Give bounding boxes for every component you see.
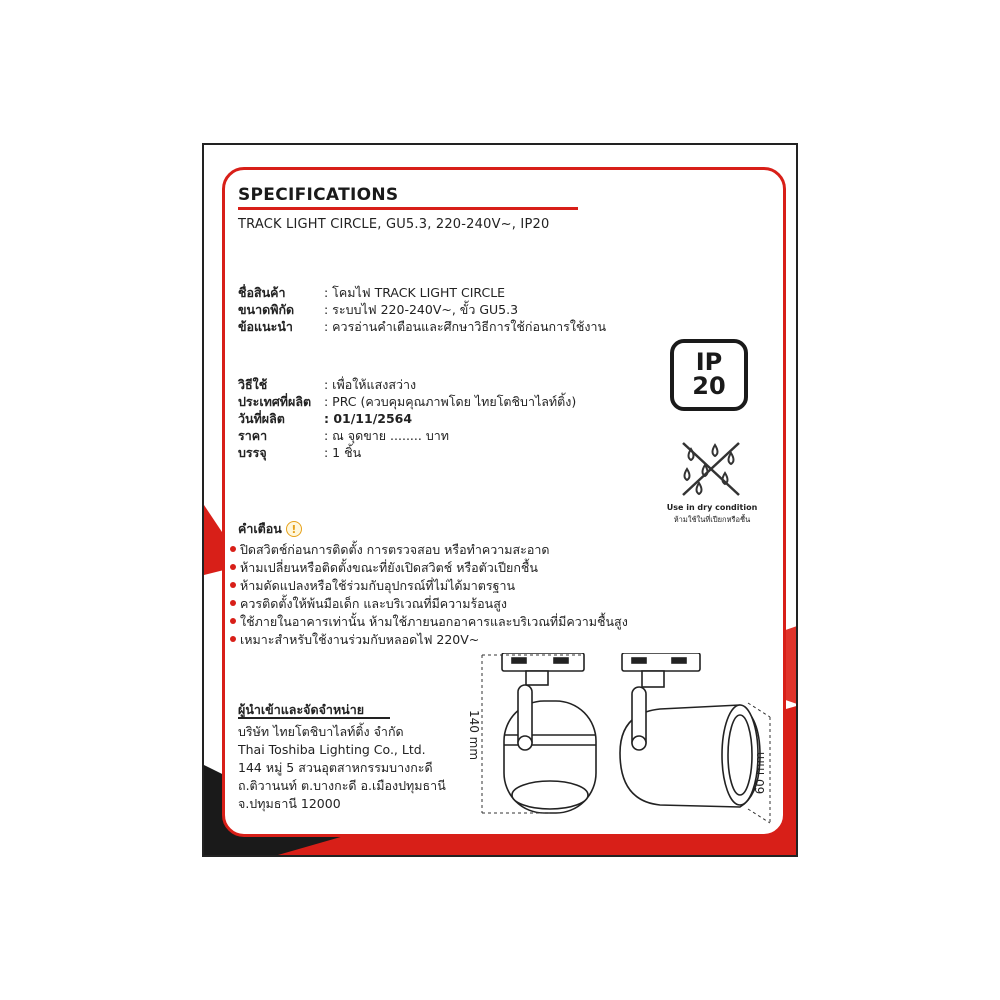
list-item [230, 595, 628, 613]
bullet-icon [230, 564, 236, 570]
info-row [238, 376, 576, 393]
list-item [230, 577, 628, 595]
info-row [238, 301, 606, 318]
info-value: : โคมไฟ TRACK LIGHT CIRCLE [324, 285, 506, 300]
product-info-table [238, 284, 606, 335]
info-value: : ณ จุดขาย ........ บาท [324, 428, 450, 443]
info-label: บรรจุ [238, 445, 267, 460]
bullet-icon [230, 582, 236, 588]
warning-text: ใช้ภายในอาคารเท่านั้น ห้ามใช้ภายนอกอาคารและบริเวณที่มีความชื้นสูง [240, 614, 628, 629]
info-label: วิธีใช้ [238, 377, 268, 392]
dry-condition-caption-thai: ห้ามใช้ในที่เปียกหรือชื้น [673, 515, 751, 524]
height-dimension-label: 140 mm [467, 709, 481, 761]
list-item [230, 559, 628, 577]
info-value: : เพื่อให้แสงสว่าง [324, 377, 417, 392]
info-value: : 01/11/2564 [324, 411, 413, 426]
bullet-icon [230, 600, 236, 606]
importer-underline [238, 717, 390, 719]
info-row [238, 444, 576, 461]
info-label: ชื่อสินค้า [238, 285, 286, 300]
importer-line: Thai Toshiba Lighting Co., Ltd. [238, 742, 426, 757]
info-label: ข้อแนะนำ [238, 319, 293, 334]
usage-info-table [238, 376, 576, 461]
ip-number: 20 [692, 372, 726, 400]
warning-text: ห้ามดัดแปลงหรือใช้ร่วมกับอุปกรณ์ที่ไม่ได้มาตรฐาน [240, 578, 516, 593]
importer-line: จ.ปทุมธานี 12000 [238, 796, 341, 811]
bullet-icon [230, 618, 236, 624]
info-row [238, 318, 606, 335]
info-row [238, 410, 576, 427]
info-value: : ควรอ่านคำเตือนและศึกษาวิธีการใช้ก่อนการใช้งาน [324, 319, 607, 334]
warning-text: ควรติดตั้งให้พ้นมือเด็ก และบริเวณที่มีความร้อนสูง [240, 596, 507, 611]
warning-text: เหมาะสำหรับใช้งานร่วมกับหลอดไฟ 220V~ [240, 632, 480, 647]
warning-text: ปิดสวิตช์ก่อนการติดตั้ง การตรวจสอบ หรือทำความสะอาด [240, 542, 550, 557]
warnings-heading-label: คำเตือน [238, 521, 282, 536]
ip-label: IP [695, 348, 723, 376]
info-row [238, 427, 576, 444]
info-label: วันที่ผลิต [238, 411, 285, 426]
importer-line: ถ.ติวานนท์ ต.บางกะดี อ.เมืองปทุมธานี [238, 778, 446, 793]
list-item [230, 541, 628, 559]
diameter-dimension-label: 60 mm [753, 751, 767, 795]
info-label: ประเทศที่ผลิต [238, 394, 312, 409]
product-dimension-drawing [452, 653, 782, 833]
page-title: SPECIFICATIONS [238, 185, 399, 205]
spec-sheet [202, 143, 798, 857]
info-value: : PRC (ควบคุมคุณภาพโดย ไทยโตชิบาไลท์ติ้ง) [324, 394, 577, 409]
info-label: ขนาดพิกัด [238, 302, 295, 317]
title-underline [238, 207, 578, 210]
ip-rating-badge [670, 339, 748, 411]
importer-address [238, 723, 446, 813]
dry-condition-caption: Use in dry condition [666, 503, 758, 512]
warnings-heading [238, 519, 302, 539]
bullet-icon [230, 546, 236, 552]
info-row [238, 284, 606, 301]
product-subtitle: TRACK LIGHT CIRCLE, GU5.3, 220-240V~, IP20 [238, 217, 550, 232]
info-value: : 1 ชิ้น [324, 445, 362, 460]
info-row [238, 393, 576, 410]
info-value: : ระบบไฟ 220-240V~, ขั้ว GU5.3 [324, 302, 519, 317]
importer-line: บริษัท ไทยโตชิบาไลท์ติ้ง จำกัด [238, 724, 404, 739]
no-water-drops-icon [679, 439, 743, 499]
list-item [230, 613, 628, 631]
importer-heading: ผู้นำเข้าและจัดจำหน่าย [238, 702, 365, 717]
bullet-icon [230, 636, 236, 642]
list-item [230, 631, 628, 649]
importer-line: 144 หมู่ 5 สวนอุตสาหกรรมบางกะดี [238, 760, 433, 775]
exclamation-circle-icon: ! [286, 521, 302, 537]
warning-text: ห้ามเปลี่ยนหรือติดตั้งขณะที่ยังเปิดสวิตช์ หรือตัวเปียกชื้น [240, 560, 538, 575]
info-label: ราคา [238, 428, 268, 443]
warnings-list [230, 541, 628, 649]
